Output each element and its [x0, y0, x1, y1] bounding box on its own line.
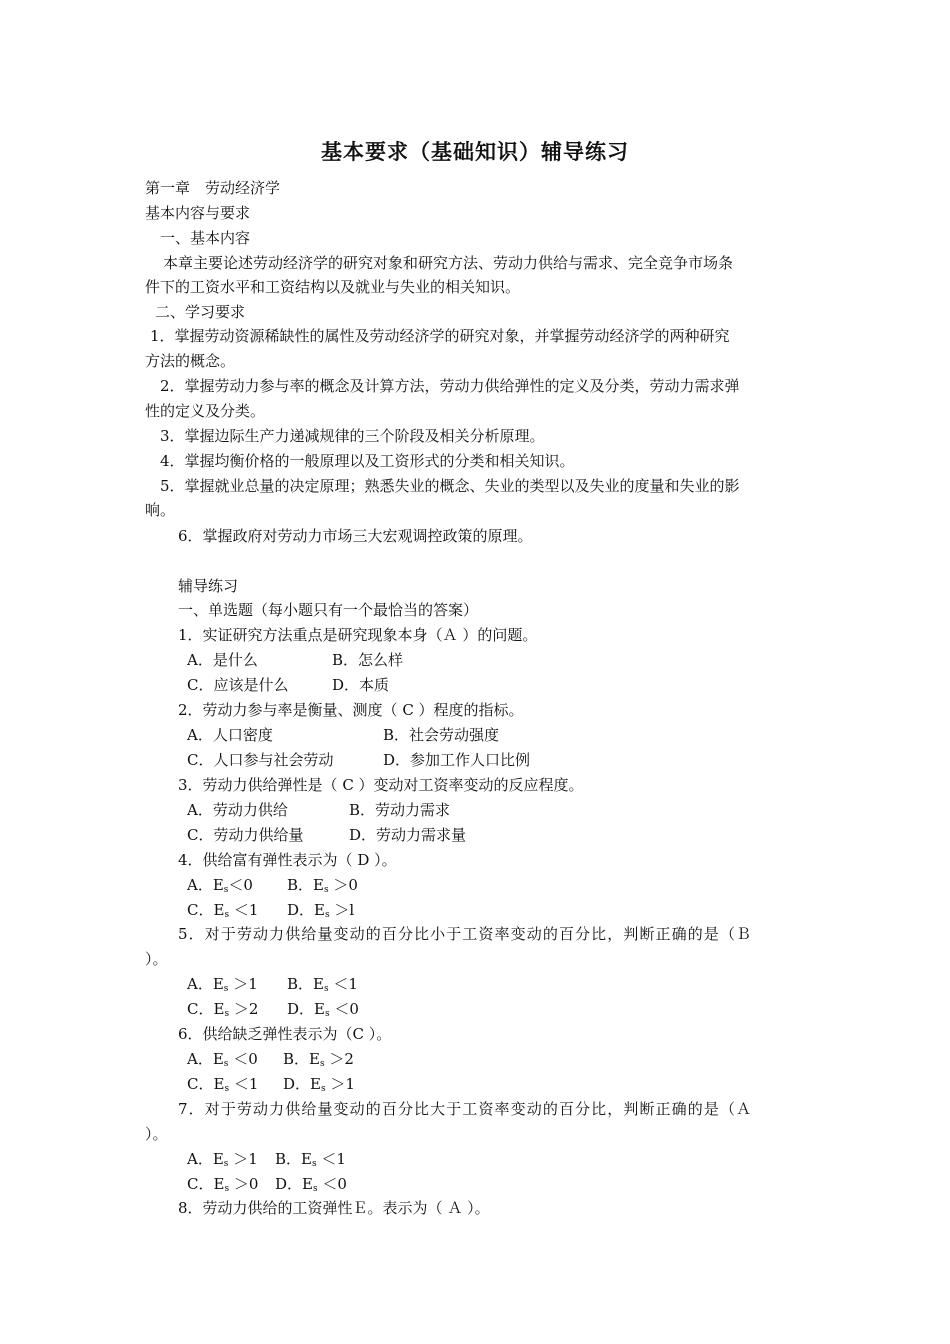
option: C．劳动力供给量	[187, 826, 304, 844]
option-row	[187, 675, 390, 695]
option: D．$E_s <0$	[275, 1175, 347, 1194]
requirement-line: 6．掌握政府对劳动力市场三大宏观调控政策的原理。	[178, 527, 533, 545]
requirement-line: 方法的概念。	[145, 352, 236, 370]
practice-heading: 辅导练习	[178, 577, 239, 595]
requirement-line: 4．掌握均衡价格的一般原理以及工资形式的分类和相关知识。	[160, 452, 575, 470]
question-continuation: ）。	[145, 1125, 168, 1143]
question: 2．劳动力参与率是衡量、测度（ C ）程度的指标。	[178, 701, 524, 719]
question: 1．实证研究方法重点是研究现象本身（Ａ ）的问题。	[178, 626, 538, 644]
chapter-heading: 第一章 劳动经济学	[145, 179, 281, 197]
option: A．$E_s <0$	[187, 1050, 258, 1069]
single-choice-heading: 一、单选题（每小题只有一个最恰当的答案）	[178, 601, 479, 619]
option: C．$E_s <1$	[187, 901, 259, 920]
option: D．$E_s >1$	[283, 1075, 355, 1094]
option: B．$E_s >0$	[287, 876, 358, 895]
option: B．劳动力需求	[349, 801, 451, 819]
option-row	[187, 875, 358, 900]
option: B．社会劳动强度	[383, 726, 500, 744]
option: D．参加工作人口比例	[383, 751, 531, 769]
option: A．是什么	[187, 651, 258, 669]
question: 7．对于劳动力供给量变动的百分比大于工资率变动的百分比，判断正确的是（Ａ	[178, 1100, 753, 1118]
requirement-line: 3．掌握边际生产力递减规律的三个阶段及相关分析原理。	[160, 427, 545, 445]
requirement-line: 5．掌握就业总量的决定原理；熟悉失业的概念、失业的类型以及失业的度量和失业的影	[160, 477, 740, 495]
study-heading: 二、学习要求	[155, 303, 246, 321]
question: 5．对于劳动力供给量变动的百分比小于工资率变动的百分比，判断正确的是（Ｂ	[178, 925, 753, 943]
option: B．$E_s >2$	[283, 1050, 354, 1069]
question: 4．供给富有弹性表示为（ D ）。	[178, 851, 397, 869]
option-row	[187, 725, 500, 745]
option: B．怎么样	[332, 651, 404, 669]
option: D．$E_s <0$	[287, 1000, 359, 1019]
option: C．$E_s >0$	[187, 1175, 259, 1194]
question: 8．劳动力供给的工资弹性Ｅ。表示为（ Ａ ）。	[178, 1199, 490, 1217]
option-row	[187, 1049, 354, 1074]
option: A．$E_s<0$	[187, 876, 253, 895]
option: D．$E_s >l$	[287, 901, 355, 920]
option-row	[187, 825, 467, 845]
content-heading: 一、基本内容	[160, 229, 251, 247]
content-paragraph-line: 本章主要论述劳动经济学的研究对象和研究方法、劳动力供给与需求、完全竞争市场条	[163, 254, 734, 272]
option: B．$E_s <1$	[287, 975, 358, 994]
question: 3．劳动力供给弹性是（ C ）变动对工资率变动的反应程度。	[178, 776, 584, 794]
option-row	[187, 800, 451, 820]
option: A．$E_s >1$	[187, 975, 258, 994]
option: A．$E_s >1$	[187, 1150, 258, 1169]
requirement-line: 1．掌握劳动资源稀缺性的属性及劳动经济学的研究对象，并掌握劳动经济学的两种研究	[150, 327, 730, 345]
content-paragraph-line: 件下的工资水平和工资结构以及就业与失业的相关知识。	[145, 278, 521, 296]
section-heading: 基本内容与要求	[145, 204, 251, 222]
option: C．$E_s >2$	[187, 1000, 259, 1019]
option-row	[187, 974, 358, 999]
option: C．应该是什么	[187, 676, 289, 694]
option: B．$E_s <1$	[275, 1150, 346, 1169]
question: 6．供给缺乏弹性表示为（C ）。	[178, 1025, 392, 1043]
option: C．人口参与社会劳动	[187, 751, 334, 769]
option-row	[187, 999, 359, 1024]
requirement-line: 响。	[145, 501, 176, 519]
option-row	[187, 1174, 347, 1199]
question-continuation: ）。	[145, 950, 168, 968]
option-row	[187, 650, 404, 670]
option-row	[187, 1149, 346, 1174]
requirement-line: 性的定义及分类。	[145, 402, 266, 420]
option: A．劳动力供给	[187, 801, 288, 819]
requirement-line: 2．掌握劳动力参与率的概念及计算方法，劳动力供给弹性的定义及分类，劳动力需求弹	[160, 377, 740, 395]
option-row	[187, 1074, 355, 1099]
option: C．$E_s <1$	[187, 1075, 259, 1094]
option: D．劳动力需求量	[349, 826, 467, 844]
option-row	[187, 750, 531, 770]
option-row	[187, 900, 355, 925]
option: A．人口密度	[187, 726, 273, 744]
page-title: 基本要求（基础知识）辅导练习	[321, 140, 629, 164]
option: D．本质	[332, 676, 390, 694]
